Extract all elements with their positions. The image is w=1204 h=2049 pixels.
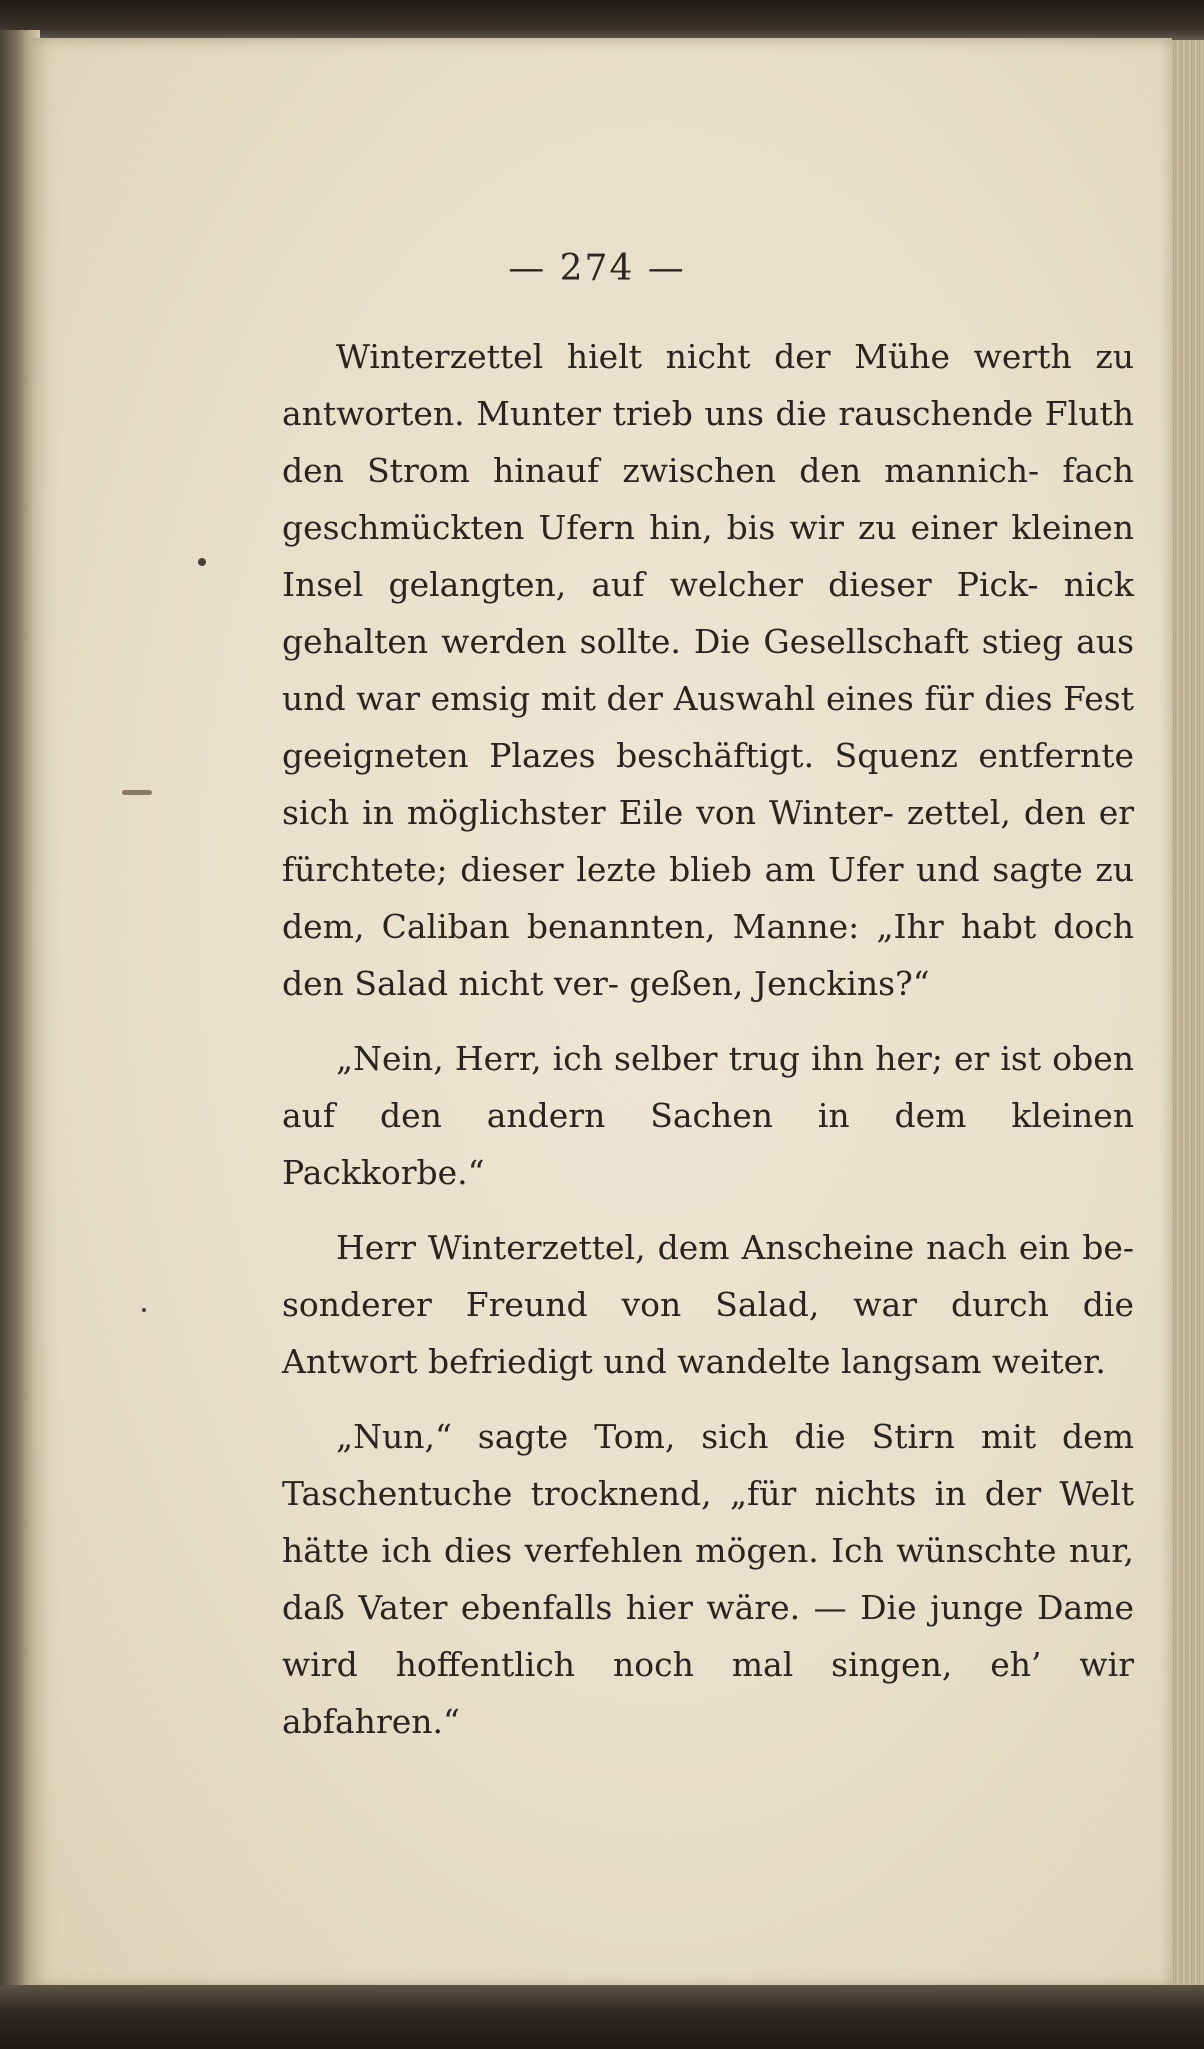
paper-speck bbox=[142, 1308, 146, 1312]
cover-edge-top bbox=[0, 0, 1204, 42]
paragraph-4: „Nun,“ sagte Tom, sich die Stirn mit dem Taschentuche trocknend, „für nichts in der Welt hätte ich dies verfehlen mögen. Ich wünschte nur, daß Vater ebenfalls hier wäre. — Die junge Dame wird hoffentlich noch mal singen, eh’ wir abfahren.“ bbox=[282, 1417, 1134, 1741]
paragraph-2: „Nein, Herr, ich selber trug ihn her; er ist oben auf den andern Sachen in dem kleinen Packkorbe.“ bbox=[282, 1039, 1134, 1192]
paper-speck bbox=[122, 790, 152, 795]
paragraph-3: Herr Winterzettel, dem Anscheine nach ein be- sonderer Freund von Salad, war durch die Antwort befriedigt und wandelte langsam weiter. bbox=[282, 1228, 1134, 1381]
page-number: — 274 — bbox=[508, 248, 686, 289]
paragraph-1: Winterzettel hielt nicht der Mühe werth zu antworten. Munter trieb uns die rauschende Fluth den Strom hinauf zwischen den mannich- fach geschmückten Ufern hin, bis wir zu einer kleinen Insel gelangten, auf welcher dieser Pick- nick gehalten werden sollte. Die Gesellschaft stieg aus und war emsig mit der Auswahl eines für dies Fest geeigneten Plazes beschäftigt. Squenz entfernte sich in möglichster Eile von Winter- zettel, den er fürchtete; dieser lezte blieb am Ufer und sagte zu dem, Caliban benannten, Manne: „Ihr habt doch den Salad nicht ver- geßen, Jenckins?“ bbox=[282, 337, 1134, 1003]
paper-speck bbox=[198, 558, 206, 566]
body-text bbox=[282, 328, 1134, 1750]
book-page bbox=[32, 38, 1172, 1988]
cover-edge-bottom bbox=[0, 1985, 1204, 2049]
page-stack-edge bbox=[1168, 40, 1204, 1990]
